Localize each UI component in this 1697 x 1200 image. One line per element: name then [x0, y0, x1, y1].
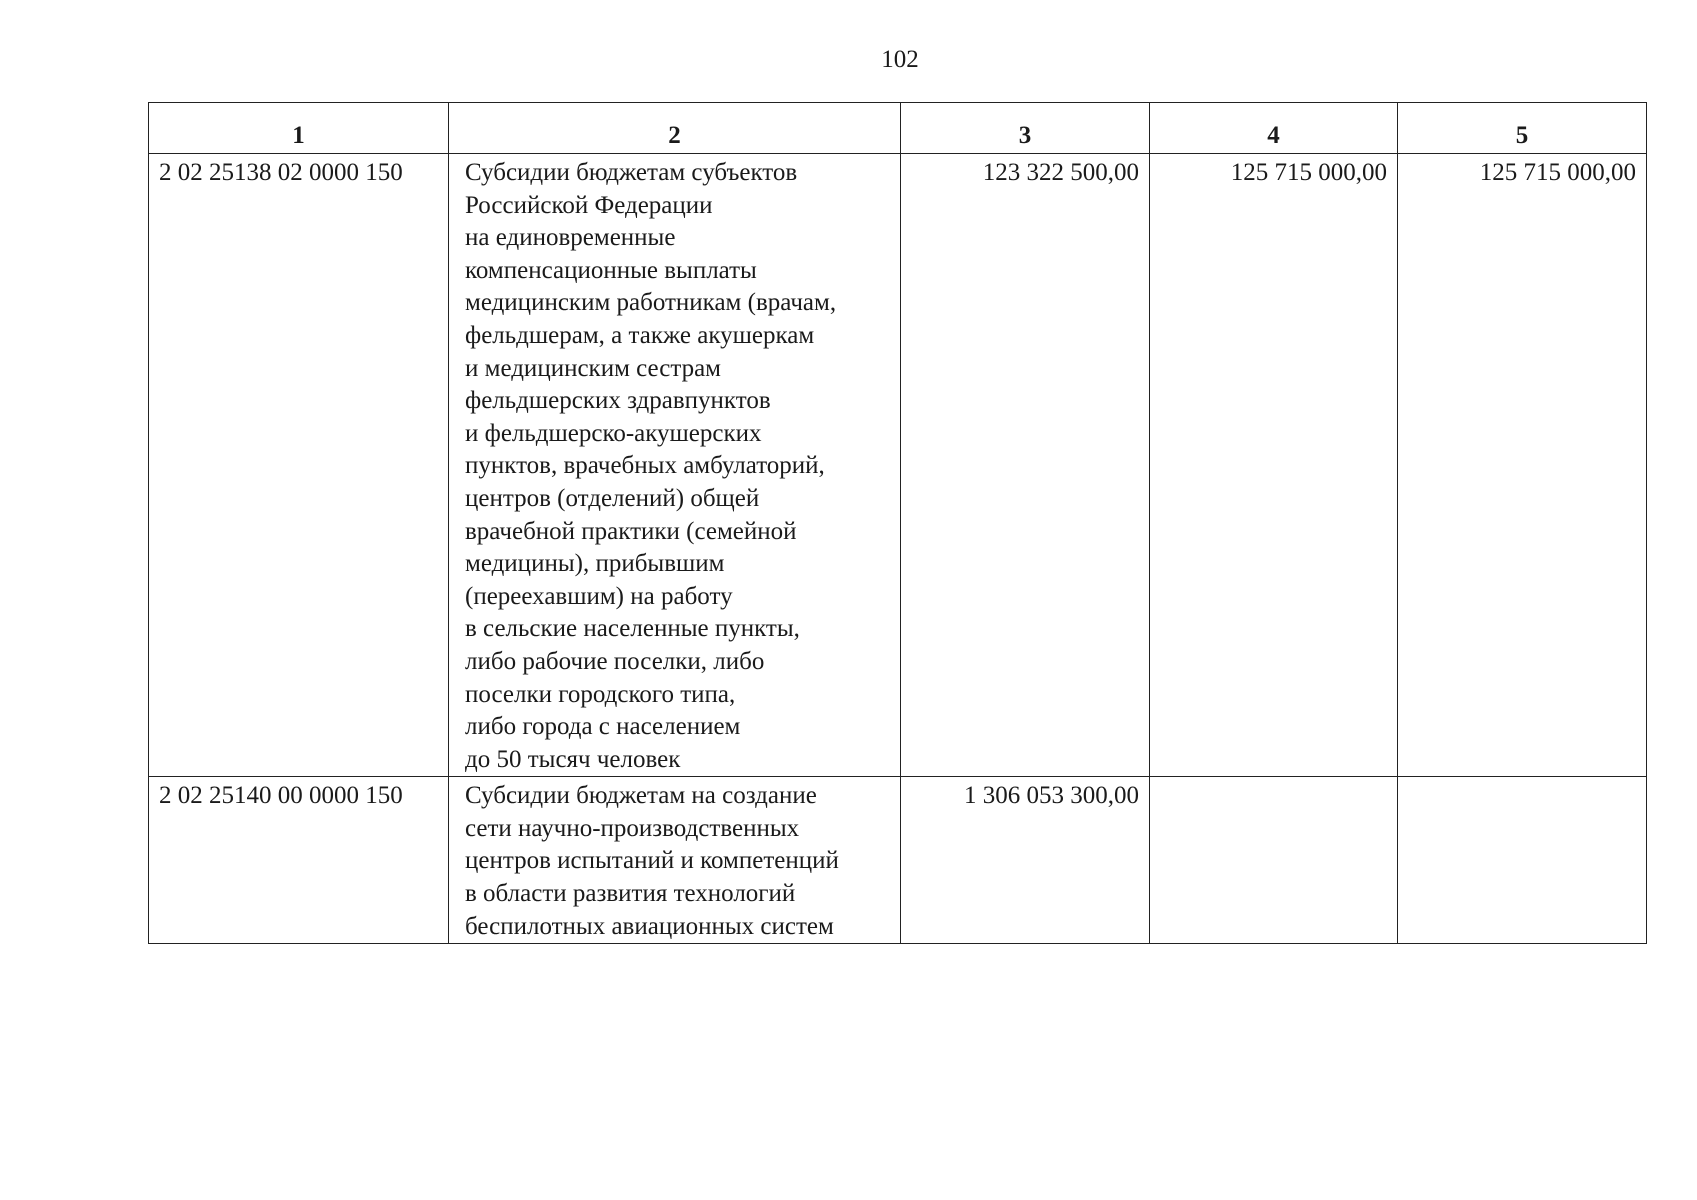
description-line: медицины), прибывшим — [465, 550, 725, 578]
column-header-4: 4 — [1150, 103, 1398, 154]
description-line: фельдшерских здравпунктов — [465, 387, 771, 415]
description-line: поселки городского типа, — [465, 680, 736, 708]
description-line: в области развития технологий — [465, 880, 796, 908]
page-number: 102 — [881, 46, 919, 73]
description-line: до 50 тысяч человек — [465, 745, 681, 773]
description-line: в сельские населенные пункты, — [465, 615, 800, 643]
table-row — [149, 154, 1647, 777]
description-line: (переехавшим) на работу — [465, 582, 733, 610]
amount-col5-cell — [1398, 777, 1647, 944]
description-line: центров (отделений) общей — [465, 484, 760, 512]
table-row — [149, 777, 1647, 944]
description-line: Субсидии бюджетам субъектов — [465, 159, 798, 186]
description-line: центров испытаний и компетенций — [465, 847, 839, 875]
description-line: Российской Федерации — [465, 191, 713, 219]
description-cell — [449, 777, 901, 944]
description-cell — [449, 154, 901, 777]
amount-col3-cell: 123 322 500,00 — [901, 154, 1150, 777]
description-line: фельдшерам, а также акушеркам — [465, 321, 815, 349]
amount-col5-cell: 125 715 000,00 — [1398, 154, 1647, 777]
amount-col4-cell: 125 715 000,00 — [1150, 154, 1398, 777]
budget-code-cell: 2 02 25140 00 0000 150 — [149, 777, 449, 944]
description-line: на единовременные — [465, 224, 676, 252]
column-header-1: 1 — [149, 103, 449, 154]
description-line: либо рабочие поселки, либо — [465, 647, 765, 675]
column-header-5: 5 — [1398, 103, 1647, 154]
description-line: и медицинским сестрам — [465, 354, 722, 382]
column-header-2: 2 — [449, 103, 901, 154]
description-line: врачебной практики (семейной — [465, 517, 797, 545]
description-line: пунктов, врачебных амбулаторий, — [465, 452, 825, 480]
description-line: и фельдшерско-акушерских — [465, 419, 762, 447]
description-line: Субсидии бюджетам на создание — [465, 782, 817, 810]
description-line: медицинским работникам (врачам, — [465, 289, 837, 317]
description-line: сети научно-производственных — [465, 814, 800, 842]
amount-col3-cell: 1 306 053 300,00 — [901, 777, 1150, 944]
budget-table — [148, 102, 1647, 944]
amount-col4-cell — [1150, 777, 1398, 944]
description-line: беспилотных авиационных систем — [465, 912, 834, 940]
budget-code-cell: 2 02 25138 02 0000 150 — [149, 154, 449, 777]
description-line: либо города с населением — [465, 713, 741, 741]
column-header-3: 3 — [901, 103, 1150, 154]
header-row — [149, 103, 1647, 154]
description-line: компенсационные выплаты — [465, 256, 757, 284]
